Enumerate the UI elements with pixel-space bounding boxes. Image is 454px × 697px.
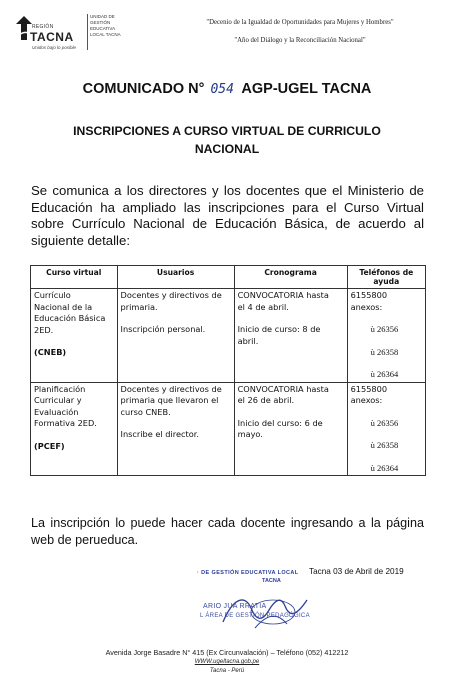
anexo-number: ù 26356 <box>370 417 399 428</box>
date-line: Tacna 03 de Abril de 2019 <box>309 567 404 576</box>
anexo-number: ù 26364 <box>370 462 399 473</box>
curso-line: Formativa 2ED. <box>34 418 97 428</box>
header-usuarios: Usuarios <box>117 266 234 289</box>
comunicado-heading <box>0 81 454 97</box>
telefono-main: 6155800 <box>350 383 388 394</box>
cell-usuarios <box>117 289 234 383</box>
footer-paragraph: La inscripción lo puede hacer cada docente ingresando a la página web de perueduca. <box>31 516 424 547</box>
logo-region-name: TACNA <box>30 30 74 44</box>
curso-code: (CNEB) <box>34 347 67 357</box>
comunicado-prefix: COMUNICADO N° <box>82 81 205 97</box>
cronograma-note: mayo. <box>237 429 263 439</box>
decenio-motto: "Decenio de la Igualdad de Oportunidades para Mujeres y Hombres" <box>206 19 394 26</box>
logo-unit-line: EDUCATIVA <box>90 26 116 31</box>
header-telefonos: Teléfonos de ayuda <box>347 266 425 289</box>
city-line: Tacna - Perú <box>209 668 245 674</box>
logo-unit-line: GESTIÓN <box>90 20 111 25</box>
document-title-line2: NACIONAL <box>194 142 260 156</box>
address-line: Avenida Jorge Basadre N° 415 (Ex Circunvalación) – Teléfono (052) 412212 <box>105 648 349 657</box>
header-cronograma: Cronograma <box>234 266 347 289</box>
cronograma-line: el 4 de abril. <box>237 301 289 312</box>
table-header-row <box>31 266 426 289</box>
usuarios-line: Docentes y directivos de <box>120 383 222 394</box>
usuarios-line: curso CNEB. <box>120 406 171 417</box>
usuarios-line: Docentes y directivos de <box>120 290 222 300</box>
document-title-line1: INSCRIPCIONES A CURSO VIRTUAL DE CURRICULO <box>73 124 381 138</box>
year-motto: "Año del Diálogo y la Reconciliación Nacional" <box>234 37 366 44</box>
cronograma-note: abril. <box>237 335 259 346</box>
cell-telefonos <box>347 289 425 383</box>
courses-table <box>30 265 426 476</box>
usuarios-line: primaria que llevaron el <box>120 395 219 405</box>
cell-telefonos <box>347 382 425 476</box>
curso-line: 2ED. <box>34 324 54 335</box>
website-link[interactable]: WWW.ugeltacna.gob.pe <box>194 659 260 665</box>
anexo-number: ù 26358 <box>370 346 399 357</box>
signature-icon <box>215 588 315 634</box>
logo-unit-line: LOCAL TACNA <box>90 32 121 37</box>
cronograma-line: CONVOCATORIA hasta <box>237 290 329 300</box>
usuarios-line: primaria. <box>120 301 158 312</box>
curso-line: Educación Básica <box>34 313 106 323</box>
cell-curso <box>31 382 118 476</box>
cronograma-note: Inicio de curso: 8 de <box>237 324 321 334</box>
curso-code: (PCEF) <box>34 440 65 451</box>
stamp-text-line3: ARIO JUA RRATIA <box>203 603 267 610</box>
cell-cronograma <box>234 382 347 476</box>
logo-unit-line: UNIDAD DE <box>90 14 115 19</box>
curso-line: Curricular y <box>34 395 82 405</box>
cell-curso <box>31 289 118 383</box>
header-curso: Curso virtual <box>31 266 118 289</box>
stamp-text-line2: TACNA <box>262 578 281 584</box>
curso-line: Nacional de la <box>34 301 93 312</box>
usuarios-note: Inscripción personal. <box>120 324 206 334</box>
anexos-label: anexos: <box>350 301 383 312</box>
cell-cronograma <box>234 289 347 383</box>
logo-region-label: REGIÓN <box>32 24 54 30</box>
body-paragraph: Se comunica a los directores y los docentes que el Ministerio de Educación ha ampliado las inscripciones para el Curso Virtual sobre Currículo Nacional de Educación Básica, de acuerdo al siguiente detalle: <box>31 183 424 248</box>
curso-line: Currículo <box>34 290 71 300</box>
stamp-text-line1: · DE GESTIÓN EDUCATIVA LOCAL <box>197 570 299 576</box>
table-row <box>31 382 426 476</box>
anexos-label: anexos: <box>350 395 383 405</box>
logo-divider <box>87 14 88 50</box>
cronograma-note: Inicio del curso: 6 de <box>237 417 323 428</box>
comunicado-suffix: AGP-UGEL TACNA <box>241 81 372 97</box>
curso-line: Evaluación <box>34 406 79 417</box>
telefono-main: 6155800 <box>350 290 388 300</box>
anexo-number: ù 26358 <box>370 440 399 450</box>
cronograma-line: el 26 de abril. <box>237 395 295 405</box>
cronograma-line: CONVOCATORIA hasta <box>237 383 329 394</box>
courses-table-container <box>30 265 426 476</box>
stamp-text-line4: L ÁREA DE GESTIÓN PEDAGÓGICA <box>200 613 310 619</box>
table-row <box>31 289 426 383</box>
usuarios-note: Inscribe el director. <box>120 429 199 439</box>
comunicado-number: 054 <box>210 82 234 97</box>
logo-slogan: Unidos bajo lo posible <box>32 45 77 50</box>
anexo-number: ù 26356 <box>370 324 399 334</box>
curso-line: Planificación <box>34 383 86 394</box>
cell-usuarios <box>117 382 234 476</box>
anexo-number: ù 26364 <box>370 369 399 379</box>
logo-unit-name <box>90 14 130 38</box>
